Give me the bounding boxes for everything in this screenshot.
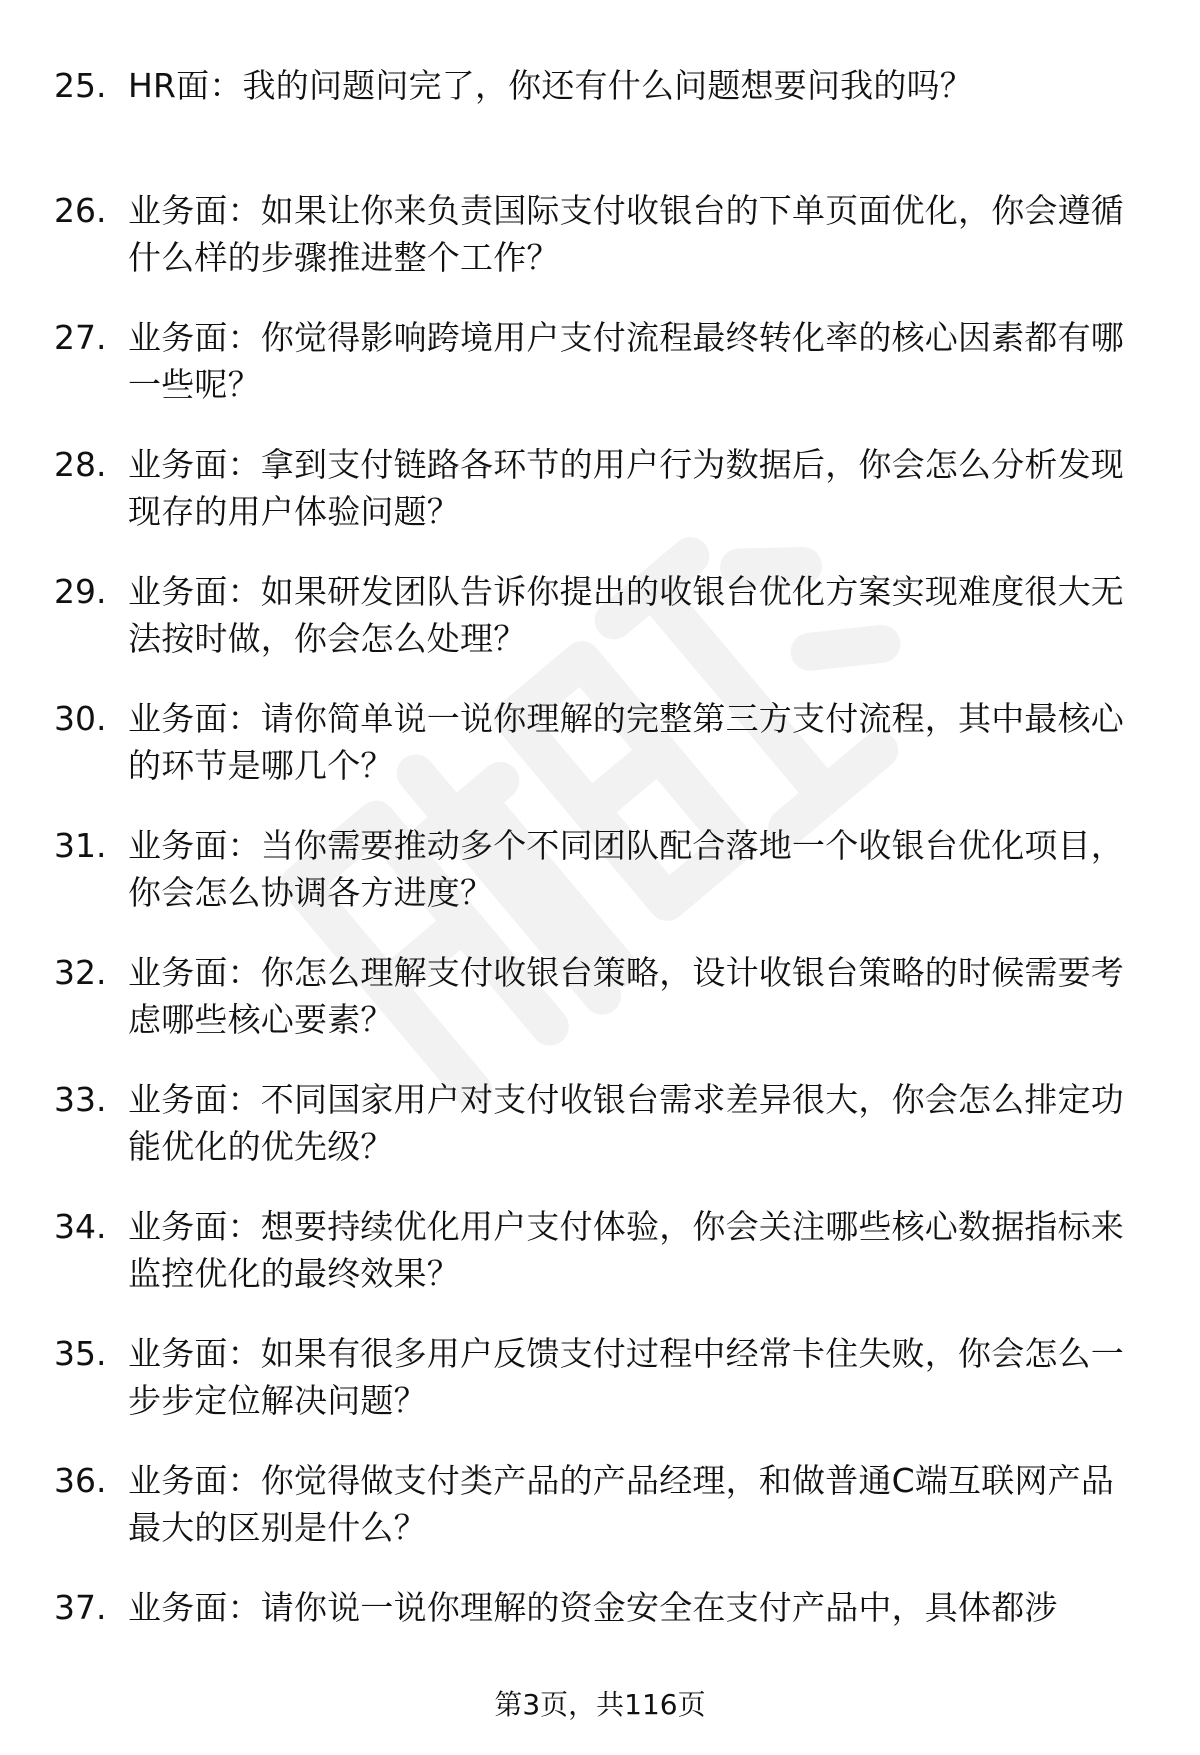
question-item [0,1457,1200,1584]
question-number: 27. [54,318,107,357]
question-text: 业务面：不同国家用户对支付收银台需求差异很大，你会怎么排定功能优化的优先级？ [128,1080,1124,1166]
question-number: 36. [54,1461,107,1500]
question-number: 26. [54,191,107,230]
question-text: 业务面：请你说一说你理解的资金安全在支付产品中，具体都涉 [128,1588,1058,1627]
question-item [0,62,1200,187]
question-item [0,1076,1200,1203]
question-list [0,62,1200,1711]
question-item [0,949,1200,1076]
question-item [0,1330,1200,1457]
question-text: 业务面：如果让你来负责国际支付收银台的下单页面优化，你会遵循什么样的步骤推进整个工作？ [128,191,1124,277]
question-text: 业务面：想要持续优化用户支付体验，你会关注哪些核心数据指标来监控优化的最终效果？ [128,1207,1124,1293]
question-number: 28. [54,445,107,484]
question-text: HR面：我的问题问完了，你还有什么问题想要问我的吗？ [128,66,973,105]
question-text: 业务面：你觉得影响跨境用户支付流程最终转化率的核心因素都有哪一些呢？ [128,318,1124,404]
question-item [0,187,1200,314]
page-number-label: 第3页，共116页 [494,1688,706,1721]
question-number: 31. [54,826,107,865]
question-text: 业务面：你怎么理解支付收银台策略，设计收银台策略的时候需要考虑哪些核心要素？ [128,953,1124,1039]
question-number: 35. [54,1334,107,1373]
question-text: 业务面：请你简单说一说你理解的完整第三方支付流程，其中最核心的环节是哪几个？ [128,699,1124,785]
question-item [0,314,1200,441]
page-footer [0,1685,1200,1725]
question-number: 32. [54,953,107,992]
question-text: 业务面：如果有很多用户反馈支付过程中经常卡住失败，你会怎么一步步定位解决问题？ [128,1334,1124,1420]
question-item [0,1203,1200,1330]
question-number: 29. [54,572,107,611]
question-item [0,441,1200,568]
question-number: 34. [54,1207,107,1246]
question-text: 业务面：你觉得做支付类产品的产品经理，和做普通C端互联网产品最大的区别是什么？ [128,1461,1115,1547]
question-number: 30. [54,699,107,738]
question-number: 37. [54,1588,107,1627]
question-number: 33. [54,1080,107,1119]
question-text: 业务面：拿到支付链路各环节的用户行为数据后，你会怎么分析发现现存的用户体验问题？ [128,445,1124,531]
question-item [0,695,1200,822]
question-item [0,568,1200,695]
question-number: 25. [54,66,107,105]
question-text: 业务面：当你需要推动多个不同团队配合落地一个收银台优化项目，你会怎么协调各方进度？ [128,826,1124,912]
question-item [0,822,1200,949]
question-text: 业务面：如果研发团队告诉你提出的收银台优化方案实现难度很大无法按时做，你会怎么处理？ [128,572,1124,658]
